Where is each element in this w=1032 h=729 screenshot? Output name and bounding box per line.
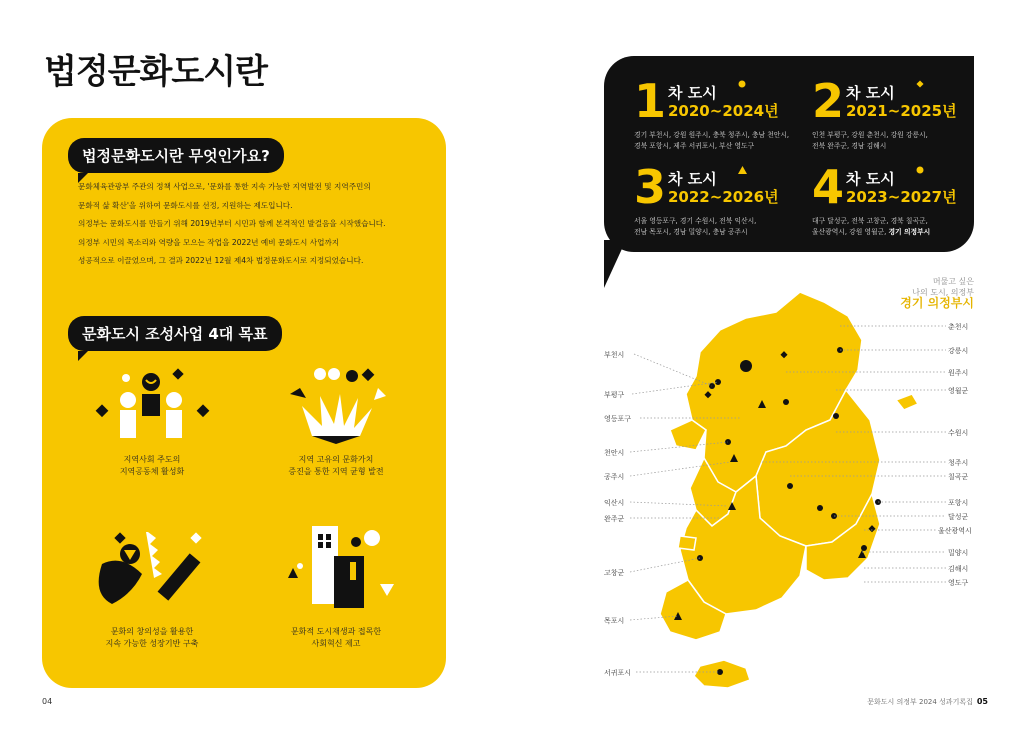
goal-caption-4: 문화적 도시재생과 접목한 사회혁신 제고: [290, 627, 382, 648]
korea-map: [600, 280, 980, 690]
city-label: 달성군: [948, 513, 969, 521]
city-label: 강릉시: [948, 347, 969, 355]
city-label: 칠곡군: [948, 473, 969, 481]
dot-marker-icon: [916, 166, 924, 174]
city-label: 수원시: [948, 429, 969, 437]
goal-caption-1: 지역사회 주도의 지역공동체 활성화: [119, 455, 185, 476]
goal-caption-2: 지역 고유의 문화가치 증진을 통한 지역 균형 발전: [288, 455, 384, 476]
city-label: 익산시: [604, 499, 625, 507]
map-caption: 머물고 싶은 나의 도시, 의정부 경기 의정부시: [900, 277, 974, 310]
city-label: 영월군: [948, 387, 969, 395]
city-label: 포항시: [948, 499, 969, 507]
section-heading-what: 법정문화도시란 무엇인가요?: [68, 138, 284, 173]
city-label: 서귀포시: [604, 669, 632, 677]
page-title: 법정문화도시란: [44, 52, 267, 92]
section-heading-goals: 문화도시 조성사업 4대 목표: [68, 316, 282, 351]
buildings-icon: [284, 522, 404, 614]
dot-marker-icon: [738, 80, 746, 88]
city-label: 김해시: [948, 565, 969, 573]
intro-paragraph: [78, 178, 428, 271]
city-label: 완주군: [604, 515, 625, 523]
city-label: 천안시: [604, 449, 625, 457]
triangle-marker-icon: [738, 166, 747, 174]
city-label: 영등포구: [604, 415, 632, 423]
city-label: 공주시: [604, 473, 625, 481]
city-label: 목포시: [604, 617, 625, 625]
community-icon: [86, 366, 216, 446]
intro-line: 의정부는 문화도시를 만들기 위해 2019년부터 시민과 함께 본격적인 발걸음을 시작했습니다.: [78, 219, 386, 228]
city-label: 부천시: [604, 351, 625, 359]
publication-title: 문화도시 의정부 2024 성과기록집: [867, 698, 973, 706]
city-label: 부평구: [604, 391, 625, 399]
intro-line: 성공적으로 이끌었으며, 그 결과 2022년 12월 제4차 법정문화도시로 지정되었습니다.: [78, 256, 364, 265]
page-number-right: 05: [976, 697, 988, 706]
city-label: 고창군: [604, 569, 625, 577]
city-label: 청주시: [948, 459, 969, 467]
city-label: 밀양시: [948, 549, 969, 557]
city-label: 울산광역시: [938, 527, 972, 535]
intro-line: 문화체육관광부 주관의 정책 사업으로, '문화를 통한 지속 가능한 지역발전 및 지역주민의: [78, 182, 371, 191]
city-label: 원주시: [948, 369, 969, 377]
intro-line: 문화적 삶 확산'을 위하여 문화도시를 선정, 지원하는 제도입니다.: [78, 200, 293, 210]
city-label: 영도구: [948, 579, 969, 587]
fan-burst-icon: [282, 366, 392, 446]
diamond-marker-icon: [916, 80, 924, 88]
footer-right: [867, 697, 988, 707]
page-number-left: 04: [42, 697, 53, 706]
ribbon-icon: [92, 524, 222, 614]
intro-line: 의정부 시민의 목소리와 역량을 모으는 작업을 2022년 예비 문화도시 사업까지: [78, 237, 340, 247]
city-label: 춘천시: [948, 323, 969, 331]
goal-caption-3: 문화의 창의성을 활용한 지속 가능한 성장기반 구축: [105, 627, 199, 648]
